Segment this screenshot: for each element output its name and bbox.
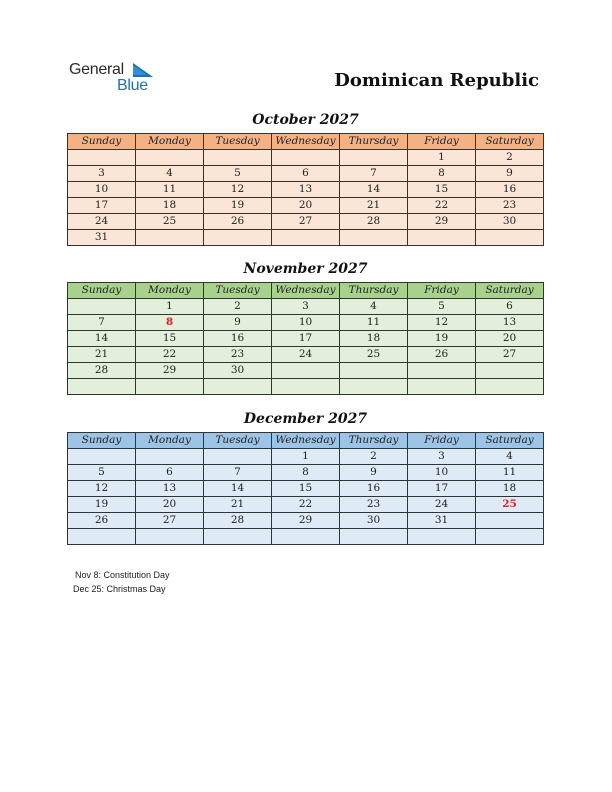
week-row	[68, 465, 544, 481]
empty-day-cell	[68, 150, 136, 166]
empty-day-cell	[68, 529, 136, 545]
weekday-header-wednesday: Wednesday	[272, 134, 340, 150]
empty-day-cell	[272, 363, 340, 379]
holiday-day-cell: 8	[136, 315, 204, 331]
logo-triangle-icon	[133, 63, 153, 77]
day-cell: 11	[340, 315, 408, 331]
day-cell: 3	[408, 449, 476, 465]
weekday-header-thursday: Thursday	[340, 283, 408, 299]
day-cell: 5	[408, 299, 476, 315]
day-cell: 18	[136, 198, 204, 214]
empty-day-cell	[204, 150, 272, 166]
empty-day-cell	[340, 529, 408, 545]
day-cell: 1	[408, 150, 476, 166]
weekday-header-monday: Monday	[136, 134, 204, 150]
day-cell: 19	[204, 198, 272, 214]
day-cell: 22	[272, 497, 340, 513]
day-cell: 24	[272, 347, 340, 363]
empty-day-cell	[204, 379, 272, 395]
empty-day-cell	[68, 379, 136, 395]
general-blue-logo	[69, 61, 169, 97]
empty-day-cell	[136, 449, 204, 465]
day-cell: 18	[476, 481, 544, 497]
day-cell: 27	[476, 347, 544, 363]
day-cell: 14	[204, 481, 272, 497]
calendar-body	[68, 150, 544, 246]
day-cell: 9	[476, 166, 544, 182]
empty-day-cell	[476, 513, 544, 529]
empty-day-cell	[340, 363, 408, 379]
empty-day-cell	[408, 379, 476, 395]
weekday-header-friday: Friday	[408, 134, 476, 150]
day-cell: 14	[340, 182, 408, 198]
day-cell: 13	[476, 315, 544, 331]
empty-day-cell	[68, 299, 136, 315]
weekday-header-sunday: Sunday	[68, 134, 136, 150]
day-cell: 31	[68, 230, 136, 246]
day-cell: 5	[204, 166, 272, 182]
weekday-header-saturday: Saturday	[476, 283, 544, 299]
day-cell: 2	[340, 449, 408, 465]
week-row	[68, 198, 544, 214]
day-cell: 5	[68, 465, 136, 481]
day-cell: 16	[476, 182, 544, 198]
empty-day-cell	[408, 363, 476, 379]
week-row	[68, 347, 544, 363]
day-cell: 6	[272, 166, 340, 182]
holiday-notes	[74, 568, 170, 596]
day-cell: 17	[408, 481, 476, 497]
week-row	[68, 315, 544, 331]
day-cell: 15	[272, 481, 340, 497]
day-cell: 12	[204, 182, 272, 198]
day-cell: 6	[136, 465, 204, 481]
day-cell: 19	[68, 497, 136, 513]
day-cell: 4	[340, 299, 408, 315]
empty-day-cell	[204, 529, 272, 545]
calendar-body	[68, 299, 544, 395]
day-cell: 11	[476, 465, 544, 481]
country-title: Dominican Republic	[334, 70, 539, 91]
empty-day-cell	[136, 230, 204, 246]
day-cell: 20	[136, 497, 204, 513]
day-cell: 28	[340, 214, 408, 230]
weekday-header-friday: Friday	[408, 283, 476, 299]
empty-day-cell	[476, 529, 544, 545]
day-cell: 6	[476, 299, 544, 315]
day-cell: 16	[204, 331, 272, 347]
day-cell: 2	[476, 150, 544, 166]
day-cell: 23	[476, 198, 544, 214]
day-cell: 16	[340, 481, 408, 497]
day-cell: 29	[408, 214, 476, 230]
empty-day-cell	[136, 379, 204, 395]
weekday-header-monday: Monday	[136, 283, 204, 299]
day-cell: 4	[136, 166, 204, 182]
day-cell: 25	[340, 347, 408, 363]
weekday-header-row	[68, 433, 544, 449]
week-row	[68, 299, 544, 315]
day-cell: 26	[68, 513, 136, 529]
day-cell: 19	[408, 331, 476, 347]
week-row	[68, 497, 544, 513]
day-cell: 29	[272, 513, 340, 529]
day-cell: 24	[68, 214, 136, 230]
weekday-header-monday: Monday	[136, 433, 204, 449]
day-cell: 9	[340, 465, 408, 481]
week-row	[68, 449, 544, 465]
day-cell: 18	[340, 331, 408, 347]
weekday-header-row	[68, 134, 544, 150]
week-row	[68, 363, 544, 379]
day-cell: 15	[136, 331, 204, 347]
empty-day-cell	[476, 230, 544, 246]
day-cell: 1	[136, 299, 204, 315]
holiday-note: Nov 8: Constitution Day	[75, 570, 170, 580]
holiday-note: Dec 25: Christmas Day	[73, 584, 166, 594]
calendar-october	[67, 133, 544, 246]
day-cell: 21	[340, 198, 408, 214]
weekday-header-saturday: Saturday	[476, 134, 544, 150]
day-cell: 17	[272, 331, 340, 347]
day-cell: 28	[68, 363, 136, 379]
empty-day-cell	[136, 529, 204, 545]
month-title-october: October 2027	[252, 112, 359, 128]
day-cell: 21	[68, 347, 136, 363]
empty-day-cell	[68, 449, 136, 465]
day-cell: 12	[408, 315, 476, 331]
day-cell: 27	[272, 214, 340, 230]
week-row	[68, 230, 544, 246]
empty-day-cell	[272, 379, 340, 395]
weekday-header-sunday: Sunday	[68, 433, 136, 449]
empty-day-cell	[408, 529, 476, 545]
day-cell: 7	[204, 465, 272, 481]
day-cell: 24	[408, 497, 476, 513]
day-cell: 13	[272, 182, 340, 198]
day-cell: 26	[204, 214, 272, 230]
day-cell: 3	[272, 299, 340, 315]
week-row	[68, 513, 544, 529]
day-cell: 15	[408, 182, 476, 198]
calendar-body	[68, 449, 544, 545]
weekday-header-saturday: Saturday	[476, 433, 544, 449]
week-row	[68, 481, 544, 497]
day-cell: 10	[408, 465, 476, 481]
day-cell: 27	[136, 513, 204, 529]
week-row	[68, 150, 544, 166]
day-cell: 17	[68, 198, 136, 214]
day-cell: 23	[204, 347, 272, 363]
weekday-header-sunday: Sunday	[68, 283, 136, 299]
day-cell: 20	[272, 198, 340, 214]
weekday-header-tuesday: Tuesday	[204, 283, 272, 299]
calendar-november	[67, 282, 544, 395]
empty-day-cell	[204, 230, 272, 246]
day-cell: 30	[204, 363, 272, 379]
day-cell: 7	[68, 315, 136, 331]
empty-day-cell	[340, 230, 408, 246]
day-cell: 4	[476, 449, 544, 465]
day-cell: 2	[204, 299, 272, 315]
day-cell: 30	[476, 214, 544, 230]
day-cell: 28	[204, 513, 272, 529]
weekday-header-row	[68, 283, 544, 299]
weekday-header-thursday: Thursday	[340, 134, 408, 150]
day-cell: 30	[340, 513, 408, 529]
empty-day-cell	[476, 363, 544, 379]
week-row	[68, 331, 544, 347]
empty-day-cell	[340, 150, 408, 166]
day-cell: 8	[272, 465, 340, 481]
month-title-november: November 2027	[243, 261, 368, 277]
weekday-header-wednesday: Wednesday	[272, 433, 340, 449]
weekday-header-tuesday: Tuesday	[204, 433, 272, 449]
empty-day-cell	[136, 150, 204, 166]
day-cell: 11	[136, 182, 204, 198]
holiday-day-cell: 25	[476, 497, 544, 513]
day-cell: 3	[68, 166, 136, 182]
day-cell: 1	[272, 449, 340, 465]
day-cell: 9	[204, 315, 272, 331]
week-row	[68, 182, 544, 198]
empty-day-cell	[272, 150, 340, 166]
day-cell: 7	[340, 166, 408, 182]
empty-day-cell	[476, 379, 544, 395]
day-cell: 12	[68, 481, 136, 497]
empty-day-cell	[340, 379, 408, 395]
calendar-december	[67, 432, 544, 545]
week-row	[68, 379, 544, 395]
day-cell: 10	[68, 182, 136, 198]
week-row	[68, 214, 544, 230]
day-cell: 8	[408, 166, 476, 182]
empty-day-cell	[272, 529, 340, 545]
empty-day-cell	[204, 449, 272, 465]
day-cell: 20	[476, 331, 544, 347]
day-cell: 21	[204, 497, 272, 513]
day-cell: 29	[136, 363, 204, 379]
weekday-header-wednesday: Wednesday	[272, 283, 340, 299]
day-cell: 13	[136, 481, 204, 497]
day-cell: 31	[408, 513, 476, 529]
day-cell: 22	[408, 198, 476, 214]
weekday-header-friday: Friday	[408, 433, 476, 449]
logo-text-general: General	[69, 61, 124, 78]
weekday-header-tuesday: Tuesday	[204, 134, 272, 150]
weekday-header-thursday: Thursday	[340, 433, 408, 449]
day-cell: 25	[136, 214, 204, 230]
day-cell: 14	[68, 331, 136, 347]
empty-day-cell	[272, 230, 340, 246]
day-cell: 22	[136, 347, 204, 363]
day-cell: 10	[272, 315, 340, 331]
week-row	[68, 529, 544, 545]
day-cell: 23	[340, 497, 408, 513]
empty-day-cell	[408, 230, 476, 246]
month-title-december: December 2027	[243, 411, 368, 427]
logo-text-blue: Blue	[117, 77, 148, 94]
week-row	[68, 166, 544, 182]
day-cell: 26	[408, 347, 476, 363]
